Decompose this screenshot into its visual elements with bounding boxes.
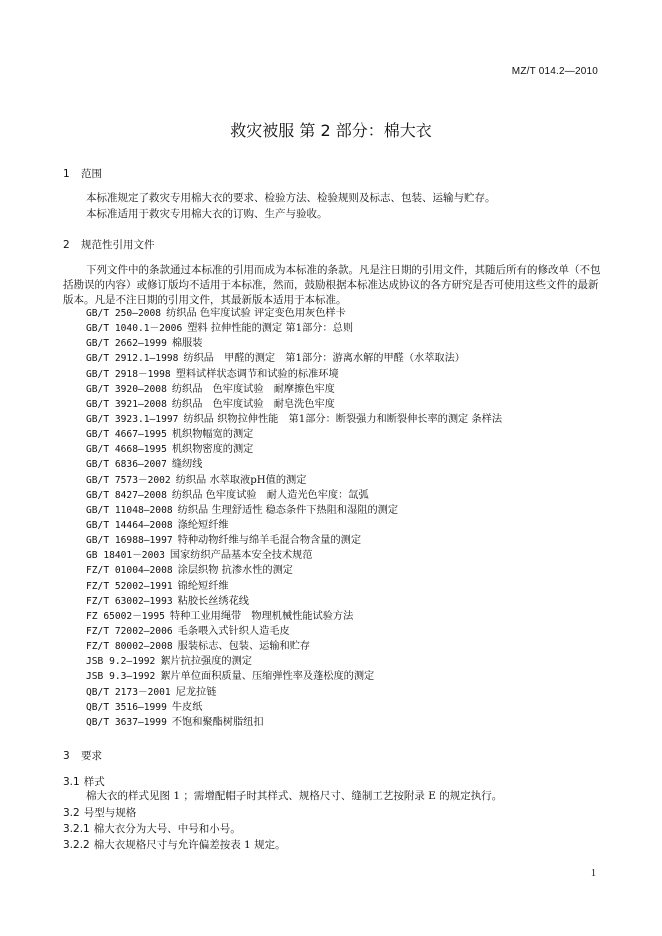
- reference-item: [86, 306, 502, 321]
- clause-number: 3.2.2: [63, 839, 90, 851]
- reference-title: 不饱和聚酯树脂纽扣: [171, 716, 264, 728]
- reference-code: GB/T 2918－1998: [86, 368, 171, 380]
- reference-code: FZ/T 52002—1991: [86, 580, 173, 592]
- subsection-title: 样式: [83, 776, 105, 788]
- reference-title: 牛皮纸: [171, 701, 203, 713]
- section-title: 规范性引用文件: [81, 239, 155, 251]
- section-title: 要求: [81, 750, 102, 762]
- reference-code: GB/T 11048—2008: [86, 504, 173, 516]
- reference-item: [86, 533, 502, 548]
- reference-item: [86, 518, 502, 533]
- reference-item: [86, 624, 502, 639]
- reference-item: [86, 548, 502, 563]
- reference-code: QB/T 3637—1999: [86, 716, 167, 728]
- reference-code: GB/T 2662—1999: [86, 338, 167, 350]
- clause-number: 3.2.1: [63, 823, 90, 835]
- reference-title: 纺织品 水萃取液pH值的测定: [175, 474, 307, 486]
- reference-code: GB/T 4667—1995: [86, 429, 167, 441]
- section-3-heading: [63, 748, 102, 763]
- reference-item: [86, 609, 502, 624]
- document-title: 救灾被服 第 2 部分：棉大衣: [230, 121, 432, 140]
- reference-item: [86, 563, 502, 578]
- reference-code: GB/T 14464—2008: [86, 519, 173, 531]
- reference-title: 特种工业用绳带 物理机械性能试验方法: [169, 610, 354, 622]
- reference-title: 缝纫线: [171, 459, 203, 471]
- reference-code: JSB 9.2—1992: [86, 656, 156, 668]
- reference-item: [86, 579, 502, 594]
- reference-item: [86, 488, 502, 503]
- reference-item: [86, 397, 502, 412]
- subsection-title: 号型与规格: [83, 807, 137, 819]
- reference-code: GB/T 250—2008: [86, 308, 162, 319]
- reference-title: 纺织品 色牢度试验 耐皂洗色牢度: [171, 398, 335, 410]
- reference-item: [86, 669, 502, 684]
- reference-title: 粘胶长丝绣花线: [177, 595, 249, 607]
- reference-code: FZ/T 01004—2008: [86, 565, 173, 577]
- clause-text: 棉大衣规格尺寸与允许偏差按表 1 规定。: [93, 839, 286, 851]
- reference-code: JSB 9.3—1992: [86, 671, 156, 683]
- reference-item: [86, 367, 502, 382]
- reference-title: 塑料 拉伸性能的测定 第1部分：总则: [187, 323, 354, 335]
- page-number: 1: [591, 868, 596, 879]
- reference-title: 絮片抗拉强度的测定: [160, 656, 252, 668]
- reference-code: GB 18401－2003: [86, 550, 165, 562]
- reference-title: 尼龙拉链: [175, 686, 217, 698]
- reference-title: 特种动物纤维与绵羊毛混合物含量的测定: [177, 535, 362, 547]
- reference-title: 絮片单位面积质量、压缩弹性率及蓬松度的测定: [160, 671, 375, 683]
- reference-title: 纺织品 甲醛的测定 第1部分：游离水解的甲醛（水萃取法）: [183, 353, 465, 365]
- reference-item: [86, 654, 502, 669]
- reference-code: QB/T 2173－2001: [86, 686, 171, 698]
- reference-code: GB/T 2912.1—1998: [86, 353, 179, 365]
- scope-paragraph-1: 本标准规定了救灾专用棉大衣的要求、检验方法、检验规则及标志、包装、运输与贮存。: [86, 192, 496, 204]
- reference-item: [86, 382, 502, 397]
- section-1-heading: [63, 166, 102, 181]
- section-number: 1: [63, 168, 70, 180]
- reference-code: GB/T 6836—2007: [86, 459, 167, 471]
- reference-item: [86, 336, 502, 351]
- reference-item: [86, 351, 502, 366]
- reference-title: 纺织品 色牢度试验 耐摩擦色牢度: [171, 383, 335, 395]
- reference-title: 纺织品 织物拉伸性能 第1部分：断裂强力和断裂伸长率的测定 条样法: [183, 413, 503, 425]
- reference-title: 涤纶短纤维: [177, 519, 229, 531]
- subsection-number: 3.1: [63, 776, 80, 788]
- section-title: 范围: [81, 168, 102, 180]
- scope-paragraph-2: 本标准适用于救灾专用棉大衣的订购、生产与验收。: [86, 208, 328, 220]
- reference-code: GB/T 1040.1－2006: [86, 323, 183, 335]
- section-2-heading: [63, 237, 155, 252]
- reference-title: 纺织品 色牢度试验 评定变色用灰色样卡: [166, 308, 346, 319]
- reference-item: [86, 503, 502, 518]
- reference-item: [86, 639, 502, 654]
- section-3-1-heading: [63, 774, 105, 789]
- reference-code: GB/T 8427—2008: [86, 489, 167, 501]
- clause-3-2-2: [63, 837, 286, 852]
- reference-code: GB/T 3921—2008: [86, 398, 167, 410]
- reference-code: GB/T 3920—2008: [86, 383, 167, 395]
- reference-item: [86, 412, 502, 427]
- reference-title: 国家纺织产品基本安全技术规范: [169, 550, 313, 562]
- reference-code: FZ/T 72002—2006: [86, 625, 173, 637]
- reference-item: [86, 700, 502, 715]
- reference-item: [86, 473, 502, 488]
- style-paragraph: 棉大衣的样式见图 1 ；需增配帽子时其样式、规格尺寸、缝制工艺按附录 E 的规定执行。: [86, 790, 503, 802]
- standard-code: MZ/T 014.2—2010: [511, 66, 598, 77]
- reference-title: 纺织品 生理舒适性 稳态条件下热阻和湿阻的测定: [177, 504, 399, 516]
- reference-title: 服装标志、包装、运输和贮存: [177, 641, 311, 653]
- section-3-2-heading: [63, 805, 136, 820]
- reference-item: [86, 457, 502, 472]
- reference-code: QB/T 3516—1999: [86, 701, 167, 713]
- section-number: 3: [63, 750, 70, 762]
- reference-title: 毛条喂入式针织人造毛皮: [177, 625, 290, 637]
- reference-item: [86, 594, 502, 609]
- reference-code: FZ/T 80002—2008: [86, 641, 173, 653]
- reference-item: [86, 715, 502, 730]
- reference-title: 锦纶短纤维: [177, 580, 229, 592]
- reference-code: GB/T 7573－2002: [86, 474, 171, 486]
- reference-code: GB/T 16988—1997: [86, 535, 173, 547]
- clause-text: 棉大衣分为大号、中号和小号。: [93, 823, 241, 835]
- reference-code: GB/T 4668—1995: [86, 444, 167, 456]
- reference-title: 机织物幅宽的测定: [171, 429, 254, 441]
- reference-title: 机织物密度的测定: [171, 444, 254, 456]
- reference-title: 涂层织物 抗渗水性的测定: [177, 565, 293, 577]
- section-number: 2: [63, 239, 70, 251]
- reference-code: GB/T 3923.1—1997: [86, 413, 179, 425]
- reference-item: [86, 685, 502, 700]
- reference-item: [86, 321, 502, 336]
- reference-item: [86, 427, 502, 442]
- reference-title: 棉服装: [171, 338, 203, 350]
- normative-reference-list: [86, 306, 502, 730]
- reference-code: FZ 65002－1995: [86, 610, 165, 622]
- reference-title: 塑料试样状态调节和试验的标准环境: [175, 368, 339, 380]
- normative-intro-paragraph: 下列文件中的条款通过本标准的引用而成为本标准的条款。凡是注日期的引用文件，其随后所有的修改单（不包括勘误的内容）或修订版均不适用于本标准，然而，鼓励根据本标准达成协议的各方研究是否可使用这些文件的最新版本。凡是不注日期的引用文件，其最新版本适用于本标准。: [63, 264, 601, 306]
- reference-code: FZ/T 63002—1993: [86, 595, 173, 607]
- reference-title: 纺织品 色牢度试验 耐人造光色牢度：氙弧: [171, 489, 369, 501]
- subsection-number: 3.2: [63, 807, 80, 819]
- clause-3-2-1: [63, 821, 241, 836]
- reference-item: [86, 442, 502, 457]
